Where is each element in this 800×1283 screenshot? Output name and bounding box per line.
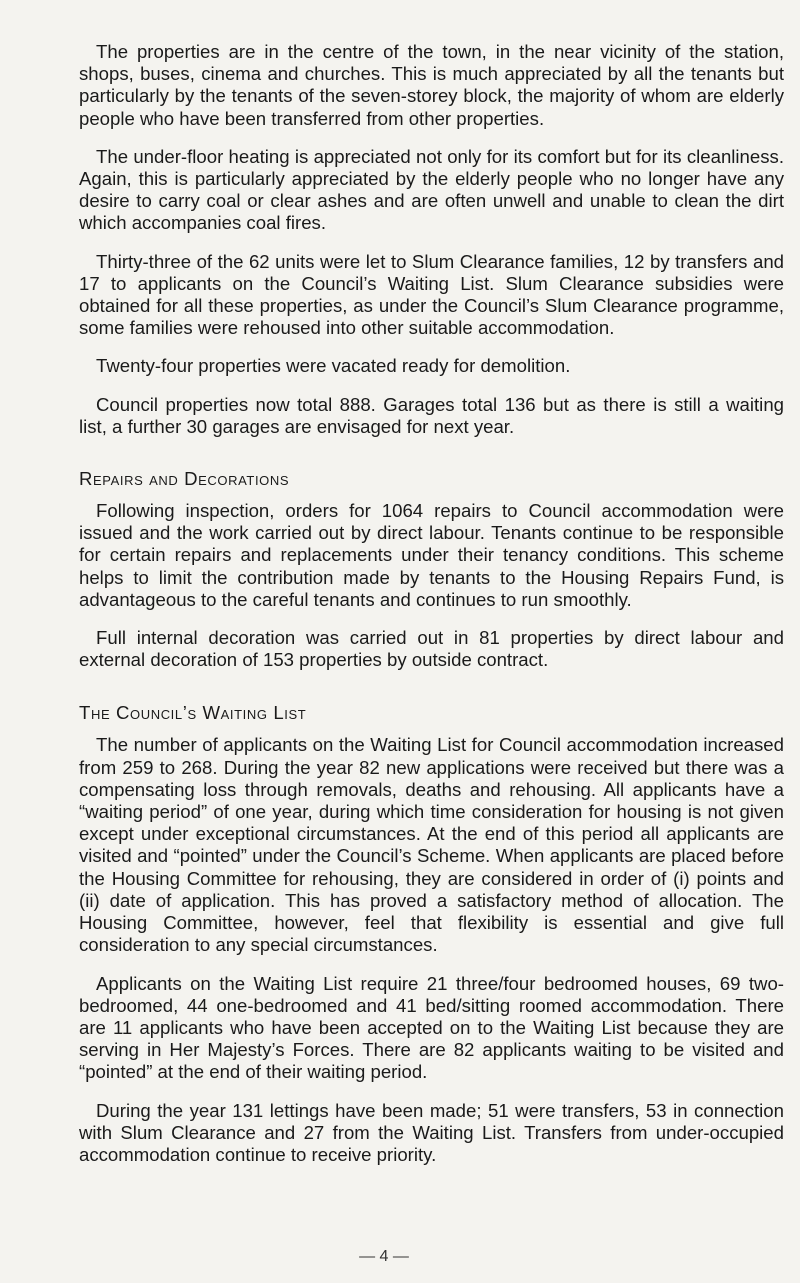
paragraph-decoration: Full internal decoration was carried out in 81 properties by direct labour and external decoration of 153 properties by outside contract. (79, 627, 784, 671)
heading-waiting-list: The Council’s Waiting List (79, 702, 307, 724)
paragraph-lettings: During the year 131 lettings have been made; 51 were transfers, 53 in connection with Slum Clearance and 27 from the Waiting List. Transfers from under-occupied accommodation continue to receive priority. (79, 1099, 784, 1165)
paragraph-repairs: Following inspection, orders for 1064 repairs to Council accommodation were issued and the work carried out by direct labour. Tenants continue to be responsible for certain repairs and replacements under their tenancy conditions. This scheme helps to limit the contribution made by tenants to the Housing Repairs Fund, is advantageous to the careful tenants and continues to run smoothly. (79, 500, 784, 610)
paragraph-demolition: Twenty-four properties were vacated ready for demolition. (96, 355, 571, 377)
document-body (79, 41, 784, 1166)
paragraph-accommodation-requirements: Applicants on the Waiting List require 21 three/four bedroomed houses, 69 two-bedroomed, 44 one-bedroomed and 41 bed/sitting roomed accommodation. There are 11 applicants who have been accepted on to the Waiting List because they are serving in Her Majesty’s Forces. There are 82 applicants waiting to be visited and “pointed” at the end of their waiting period. (79, 972, 784, 1083)
page-number: — 4 — (359, 1248, 409, 1265)
paragraph-waiting-list-applicants: The number of applicants on the Waiting List for Council accommodation increased from 259 to 268. During the year 82 new applications were received but there was a compensating loss through removals, deaths and rehousing. All applicants have a “waiting period” of one year, during which time consideration for housing is not given except under exceptional circumstances. At the end of this period all applicants are visited and “pointed” under the Council’s Scheme. When applicants are placed before the Housing Committee for rehousing, they are considered in order of (i) points and (ii) date of application. This has proved a satisfactory method of allocation. The Housing Committee, however, feel that flexibility is essential and give full consideration to any special circumstances. (79, 734, 784, 956)
paragraph-under-floor-heating: The under-floor heating is appreciated not only for its comfort but for its cleanliness. Again, this is particularly appreciated by the elderly people who no longer have any desire to carry coal or clear ashes and are often unwell and unable to clean the dirt which accompanies coal fires. (79, 145, 784, 234)
heading-repairs-and-decorations: Repairs and Decorations (79, 468, 290, 490)
paragraph-town-centre-location: The properties are in the centre of the town, in the near vicinity of the station, shops, buses, cinema and churches. This is much appreciated by all the tenants but particularly by the tenants of the seven-storey block, the majority of whom are elderly people who have been transferred from other properties. (79, 41, 784, 129)
paragraph-properties-total: Council properties now total 888. Garages total 136 but as there is still a waiting list, a further 30 garages are envisaged for next year. (79, 393, 784, 437)
paragraph-slum-clearance-lettings: Thirty-three of the 62 units were let to Slum Clearance families, 12 by transfers and 17 to applicants on the Council’s Waiting List. Slum Clearance subsidies were obtained for all these properties, as under the Council’s Slum Clearance programme, some families were rehoused into other suitable accommodation. (79, 250, 784, 339)
